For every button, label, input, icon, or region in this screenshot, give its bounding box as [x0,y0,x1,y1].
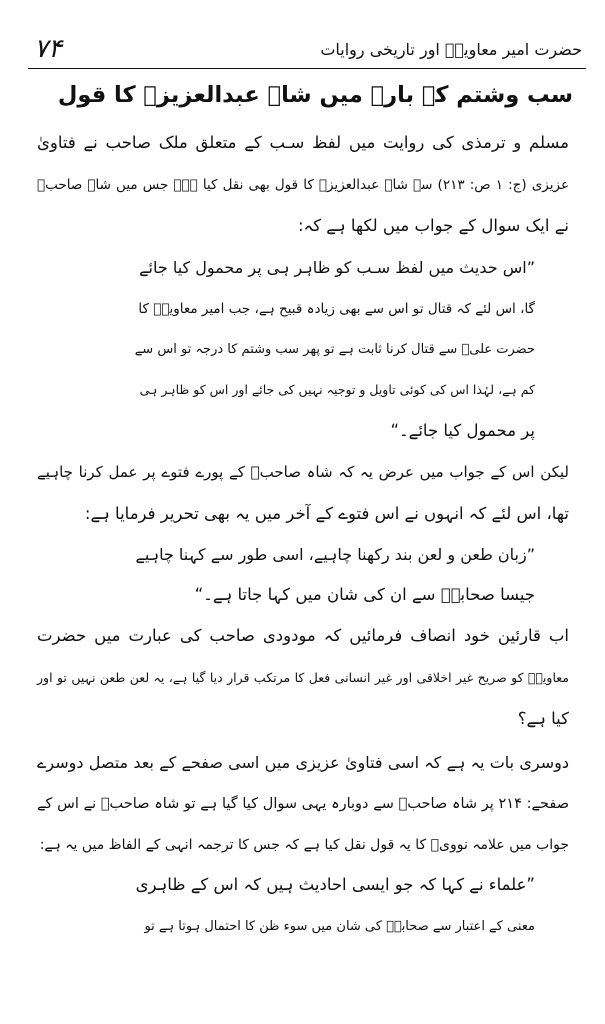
quote-line: ”زبان طعن و لعن بند رکھنا چاہیے، اسی طور سے کہنا چاہیے [135,545,535,564]
section-heading: سب وشتم کے بارے میں شاہ عبدالعزیزؒ کا قول [57,82,573,108]
text-line: نے ایک سوال کے جواب میں لکھا ہے کہ: [297,216,569,235]
quote-line: ”اس حدیث میں لفظ سـب کو ظاہر ہی پر محمول کیا جائے [139,258,535,277]
text-line: معاویہؓ کو صریح غیر اخلاقی اور غیر انسانی فعل کا مرتکب قرار دیا گیا ہے، یہ لعن طعن نہیں تو اور [37,670,569,685]
running-title: حضرت امیر معاویہؓ اور تاریخی روایات [320,40,582,59]
text-line: تھا، اس لئے کہ انہوں نے اس فتوے کے آخر میں یہ بھی تحریر فرمایا ہے: [84,504,569,523]
quote-line: حضرت علیؓ سے قتال کرنا ثابت ہے تو پھر سب وشتم کا درجہ تو اس سے [134,342,535,357]
text-line: مسلم و ترمذی کی روایت میں لفظ سـب کے متعلق ملک صاحب نے فتاویٰ [37,133,569,152]
text-line: لیکن اس کے جواب میں عرض یہ کہ شاہ صاحبؒ کے پورے فتوے پر عمل کرنا چاہیے [37,463,569,481]
page-header [28,28,586,69]
quote-line: کم ہے، لہٰذا اس کی کوئی تاویل و توجیہ نہیں کی جائے اور اس کو ظاہر ہی [139,382,535,397]
text-line: عزیزی (ج: ۱ ص: ۲۱۳) سے شاہ عبدالعزیزؒ کا قول بھی نقل کیا ہے۔ جس میں شاہ صاحبؒ [37,177,570,193]
text-line: اب قارئین خود انصاف فرمائیں کہ مودودی صاحب کی عبارت میں حضرت [37,626,569,645]
text-line: کیا ہے؟ [517,709,569,728]
text-line: صفحے: ۲۱۴ پر شاہ صاحبؒ سے دوبارہ یہی سوال کیا گیا ہے تو شاہ صاحبؒ نے اس کے [37,796,570,812]
text-line: جواب میں علامہ نوویؒ کا یہ قول نقل کیا ہے کہ جس کا ترجمہ انہی کے الفاظ میں یہ ہے: [39,837,569,853]
quote-line: معنی کے اعتبار سے صحابہؓ کی شان میں سوء ظن کا احتمال ہوتا ہے تو [144,919,535,934]
quote-line: پر محمول کیا جائے۔“ [390,421,535,440]
quote-line: جیسا صحابہؓ سے ان کی شان میں کہا جاتا ہے۔“ [194,585,535,604]
quote-line: گا، اس لئے کہ قتال تو اس سے بھی زیادہ قبیح ہے، جب امیر معاویہؓ کا [138,301,535,317]
page-number: ۷۴ [34,34,62,64]
quote-line: ”علماء نے کہا کہ جو ایسی احادیث ہیں کہ اس کے ظاہری [135,875,535,894]
text-line: دوسری بات یہ ہے کہ اسی فتاویٰ عزیزی میں اسی صفحے کے بعد متصل دوسرے [37,753,569,772]
